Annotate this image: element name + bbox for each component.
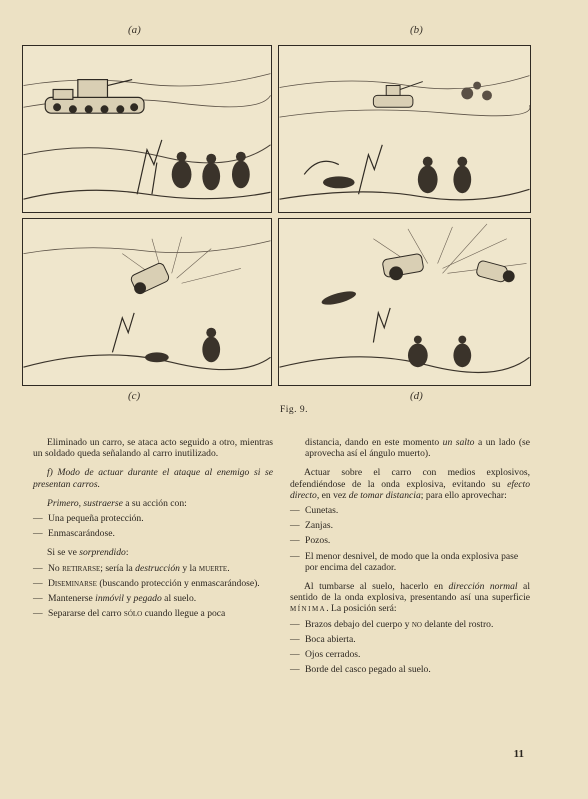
item-text: El menor desnivel, de modo que la onda explosiva pase por encima del cazador. <box>305 550 519 573</box>
si-pre: Si se ve <box>47 547 80 559</box>
dis-rest: (buscando protección y enmascarándose). <box>96 577 260 589</box>
no-smallcaps: retirarse <box>62 562 101 574</box>
tumb-pre: Al tumbarse al suelo, hacerlo en <box>304 581 449 593</box>
man-end: al suelo. <box>161 593 197 605</box>
item-text: Pozos. <box>305 535 331 547</box>
cont-end: a un lado (se aprovecha así el ángulo muerto). <box>305 437 530 460</box>
text-column-right <box>290 437 530 679</box>
illustration-panel-d <box>278 218 531 386</box>
act-mid: , en vez <box>316 489 349 501</box>
tumb-smallcaps: mínima <box>290 603 327 615</box>
panel-label-c: (c) <box>128 390 141 402</box>
brazos-smallcaps: no <box>411 618 422 630</box>
act-italic-2: de tomar distancia <box>348 489 421 501</box>
act-end: ; para ello aprovechar: <box>420 489 507 501</box>
tank-hit-illustration <box>279 46 530 212</box>
no-italic: destrucción <box>135 562 180 574</box>
item-text: Boca abierta. <box>305 633 356 645</box>
tumb-end: . La posición será: <box>326 603 397 615</box>
si-italic: sorprendido <box>79 547 126 559</box>
panel-label-a: (a) <box>128 24 141 36</box>
item-text: Enmascarándose. <box>48 528 115 540</box>
man-italic-2: pegado <box>133 593 162 605</box>
list-item: — El menor desnivel, de modo que la onda explosiva pase por encima del cazador. <box>290 550 519 573</box>
paragraph-actuar <box>290 467 530 501</box>
paragraph-sorprendido <box>33 547 273 558</box>
brazos-end: delante del rostro. <box>421 618 494 630</box>
tumb-mid: al sentido de la onda explosiva, presentando así una superficie <box>290 581 530 604</box>
list-item: — No retirarse; sería la destrucción y la muerte. <box>33 562 230 574</box>
section-letter: f) <box>47 467 58 479</box>
no-end: . <box>227 562 230 574</box>
man-italic-1: inmóvil <box>95 593 124 605</box>
paragraph-tumbarse <box>290 581 530 615</box>
illustration-panel-c <box>22 218 272 386</box>
paragraph-primero <box>33 498 273 509</box>
brazos-pre: Brazos debajo del cuerpo y <box>305 618 412 630</box>
tank-explosion-illustration <box>23 219 271 385</box>
dis-smallcaps: Diseminarse <box>48 577 97 589</box>
no-and: y la <box>179 562 199 574</box>
no-mid: ; sería la <box>100 562 136 574</box>
illustration-panel-b <box>278 45 531 213</box>
illustration-panel-a <box>22 45 272 213</box>
panel-label-d: (d) <box>410 390 423 402</box>
no-smallcaps-2: muerte <box>198 562 228 574</box>
section-heading-f: Modo de actuar durante el ataque al enemigo si se presentan carros. <box>33 467 273 490</box>
paragraph-modo-actuar <box>33 467 273 489</box>
figure-caption: Fig. 9. <box>279 405 309 415</box>
paragraph-continuation <box>290 437 530 459</box>
sep-smallcaps: sólo <box>123 608 143 620</box>
cont-pre: distancia, dando en este momento <box>305 437 443 448</box>
no-pre: No <box>48 562 63 574</box>
sep-pre: Separarse del carro <box>48 608 124 620</box>
list-item: — Zanjas. <box>290 520 333 532</box>
si-post: : <box>125 547 129 559</box>
list-item: — Diseminarse (buscando protección y enmascarándose). <box>33 577 260 589</box>
list-item: — Ojos cerrados. <box>290 649 361 661</box>
item-text: Una pequeña protección. <box>48 513 144 525</box>
panel-label-b: (b) <box>410 24 423 36</box>
item-text: Ojos cerrados. <box>305 649 361 661</box>
man-pre: Mantenerse <box>48 593 96 605</box>
item-text: Zanjas. <box>305 520 333 532</box>
list-item: — Boca abierta. <box>290 633 356 645</box>
item-text: Borde del casco pegado al suelo. <box>305 664 431 676</box>
paragraph-eliminado: Eliminado un carro, se ataca acto seguido a otro, mientras un soldado queda señalando al carro inutilizado. <box>33 437 273 460</box>
list-item: — Una pequeña protección. <box>33 513 144 525</box>
item-text: Cunetas. <box>305 505 339 517</box>
man-and: y <box>123 593 134 605</box>
primero-rest: a su acción con: <box>122 497 187 509</box>
list-item: — Borde del casco pegado al suelo. <box>290 664 431 676</box>
list-item: — Pozos. <box>290 535 331 547</box>
list-item: — Enmascarándose. <box>33 528 115 540</box>
large-explosion-illustration <box>279 219 530 385</box>
list-item: — Brazos debajo del cuerpo y no delante del rostro. <box>290 618 494 630</box>
text-column-left <box>33 437 273 623</box>
act-pre: Actuar sobre el carro con medios explosivos, defendiéndose de la onda explosiva, evitando su <box>290 467 530 490</box>
tank-approach-illustration <box>23 46 271 212</box>
tumb-italic: dirección normal <box>448 581 518 593</box>
sep-end: cuando llegue a poca <box>142 608 226 620</box>
list-item: — Separarse del carro sólo cuando llegue a poca <box>33 608 226 620</box>
list-item: — Cunetas. <box>290 505 339 517</box>
page-number: 11 <box>513 748 524 760</box>
primero-italic: Primero, sustraerse <box>47 497 123 509</box>
cont-italic: un salto <box>442 437 475 448</box>
act-italic-1: efecto directo <box>290 478 530 501</box>
list-item: — Mantenerse inmóvil y pegado al suelo. <box>33 593 197 605</box>
